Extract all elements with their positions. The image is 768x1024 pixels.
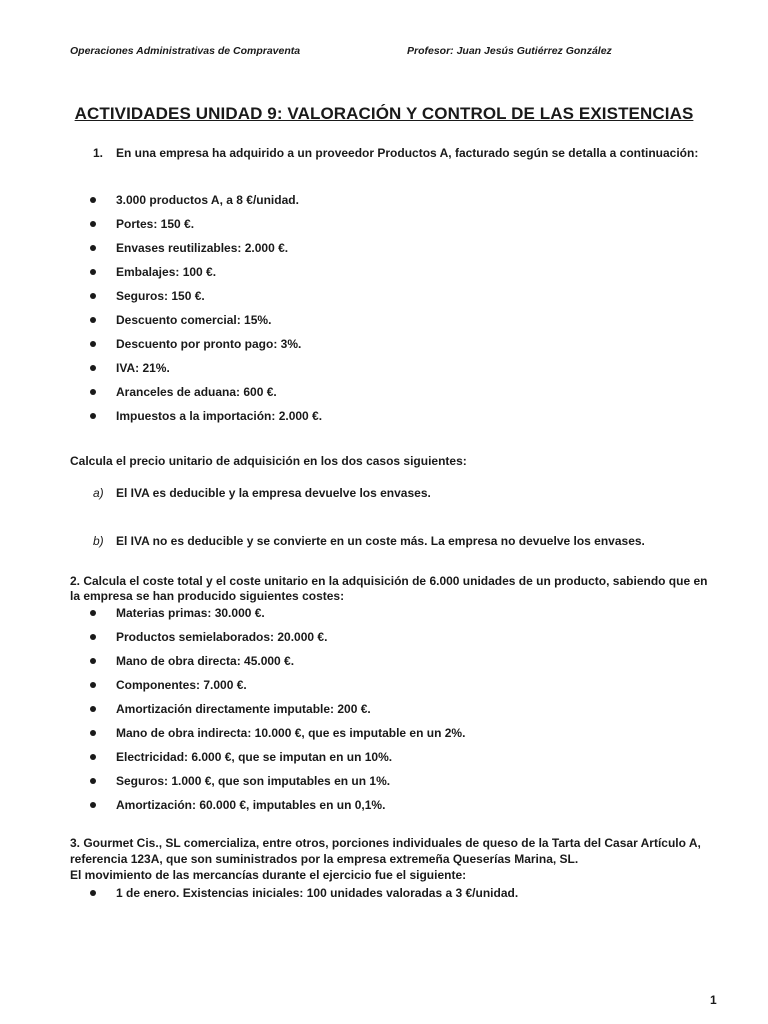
q1-item: Descuento comercial: 15%. xyxy=(116,313,272,327)
header-course: Operaciones Administrativas de Compraventa xyxy=(70,45,301,57)
q2-item: Electricidad: 6.000 €, que se imputan en un 10%. xyxy=(116,750,393,764)
q1-item: Descuento por pronto pago: 3%. xyxy=(116,337,302,351)
q2-item: Productos semielaborados: 20.000 €. xyxy=(116,630,328,644)
q1-number: 1. xyxy=(93,146,104,160)
bullet-icon xyxy=(90,706,96,712)
bullet-icon xyxy=(90,754,96,760)
case-a-letter: a) xyxy=(93,486,104,500)
case-b-letter: b) xyxy=(93,534,104,548)
q2-line2: la empresa se han producido siguientes costes: xyxy=(70,589,345,603)
q1-item: IVA: 21%. xyxy=(116,361,170,375)
q1-item: 3.000 productos A, a 8 €/unidad. xyxy=(116,193,299,207)
q2-item: Mano de obra directa: 45.000 €. xyxy=(116,654,295,668)
q1-item: Envases reutilizables: 2.000 €. xyxy=(116,241,289,255)
bullet-icon xyxy=(90,365,96,371)
bullet-icon xyxy=(90,389,96,395)
q1-item: Impuestos a la importación: 2.000 €. xyxy=(116,409,323,423)
bullet-icon xyxy=(90,658,96,664)
q1-item: Seguros: 150 €. xyxy=(116,289,205,303)
bullet-icon xyxy=(90,802,96,808)
q1-prompt: Calcula el precio unitario de adquisición en los dos casos siguientes: xyxy=(70,454,467,468)
bullet-icon xyxy=(90,890,96,896)
bullet-icon xyxy=(90,269,96,275)
q2-item: Materias primas: 30.000 €. xyxy=(116,606,265,620)
page-number: 1 xyxy=(710,993,717,1007)
q3-item: 1 de enero. Existencias iniciales: 100 unidades valoradas a 3 €/unidad. xyxy=(116,886,519,900)
case-a-text: El IVA es deducible y la empresa devuelve los envases. xyxy=(116,486,431,500)
case-b-text: El IVA no es deducible y se convierte en un coste más. La empresa no devuelve los envases. xyxy=(116,534,645,548)
q3-line3: El movimiento de las mercancías durante el ejercicio fue el siguiente: xyxy=(70,868,467,882)
bullet-icon xyxy=(90,634,96,640)
bullet-icon xyxy=(90,730,96,736)
q2-item: Seguros: 1.000 €, que son imputables en un 1%. xyxy=(116,774,391,788)
bullet-icon xyxy=(90,413,96,419)
q1-item: Embalajes: 100 €. xyxy=(116,265,217,279)
q3-line1: 3. Gourmet Cis., SL comercializa, entre otros, porciones individuales de queso de la Tarta del Casar Artículo A, xyxy=(70,836,701,850)
page-title: ACTIVIDADES UNIDAD 9: VALORACIÓN Y CONTROL DE LAS EXISTENCIAS xyxy=(74,104,694,123)
q2-item: Mano de obra indirecta: 10.000 €, que es imputable en un 2%. xyxy=(116,726,466,740)
bullet-icon xyxy=(90,245,96,251)
q1-item: Portes: 150 €. xyxy=(116,217,195,231)
bullet-icon xyxy=(90,293,96,299)
bullet-icon xyxy=(90,317,96,323)
q3-line2: referencia 123A, que son suministrados por la empresa extremeña Queserías Marina, SL. xyxy=(70,852,579,866)
bullet-icon xyxy=(90,610,96,616)
q2-line1: 2. Calcula el coste total y el coste unitario en la adquisición de 6.000 unidades de un producto, sabiendo que en xyxy=(70,574,708,588)
q2-item: Amortización: 60.000 €, imputables en un 0,1%. xyxy=(116,798,386,812)
bullet-icon xyxy=(90,221,96,227)
q1-item: Aranceles de aduana: 600 €. xyxy=(116,385,277,399)
bullet-icon xyxy=(90,778,96,784)
q2-item: Componentes: 7.000 €. xyxy=(116,678,247,692)
q1-text: En una empresa ha adquirido a un proveedor Productos A, facturado según se detalla a continuación: xyxy=(116,146,699,160)
bullet-icon xyxy=(90,341,96,347)
q2-item: Amortización directamente imputable: 200 €. xyxy=(116,702,371,716)
bullet-icon xyxy=(90,682,96,688)
header-teacher: Profesor: Juan Jesús Gutiérrez González xyxy=(407,45,612,57)
bullet-icon xyxy=(90,197,96,203)
